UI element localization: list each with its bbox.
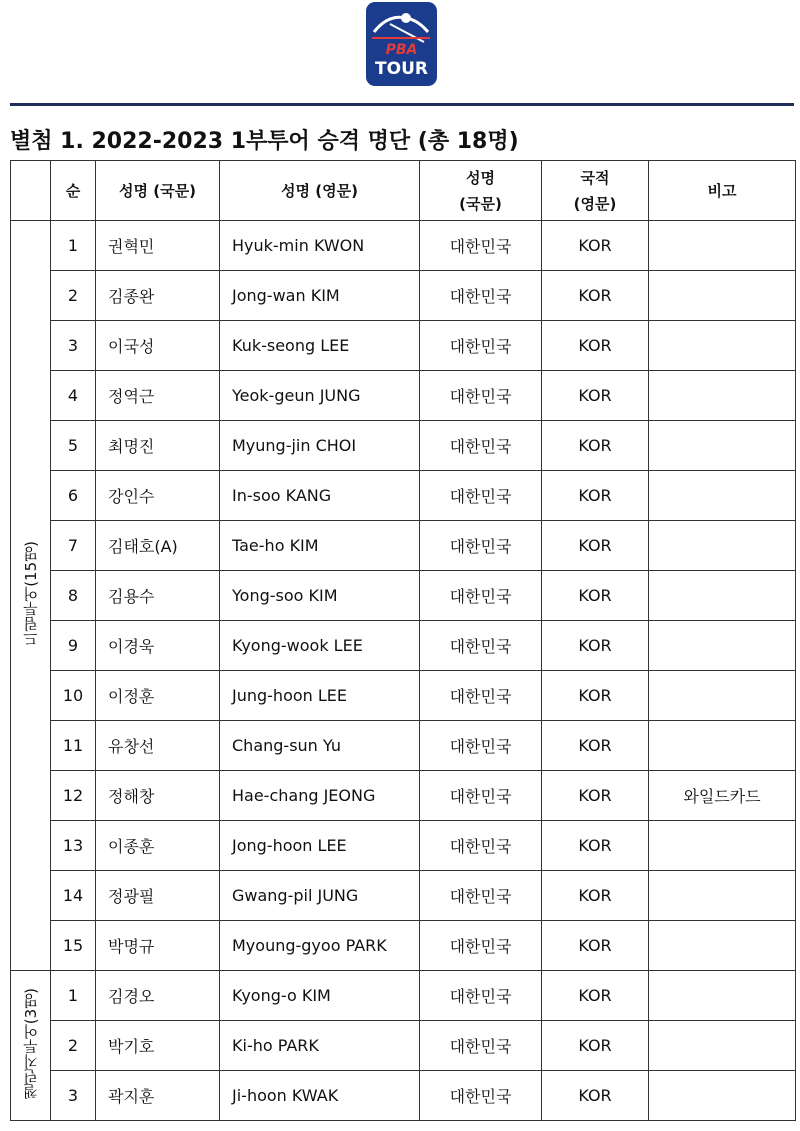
header-nationality-en-line1: 국적 [580,168,610,187]
row-english-name: Chang-sun Yu [220,721,420,771]
table-row [11,271,796,321]
table-row [11,471,796,521]
row-nationality-en: KOR [542,421,649,471]
group-label-cell [11,971,51,1121]
row-no: 7 [51,521,96,571]
row-remarks [649,971,796,1021]
row-no: 4 [51,371,96,421]
row-no: 14 [51,871,96,921]
row-nationality-kr: 대한민국 [420,921,542,971]
header-no: 순 [51,161,96,221]
logo-line1: PBA [385,42,418,58]
row-nationality-en: KOR [542,221,649,271]
row-no: 1 [51,971,96,1021]
row-nationality-kr: 대한민국 [420,221,542,271]
table-row [11,871,796,921]
row-english-name: Gwang-pil JUNG [220,871,420,921]
row-korean-name: 정역근 [96,371,220,421]
row-korean-name: 김태호(A) [96,521,220,571]
table-row [11,971,796,1021]
row-english-name: Kyong-o KIM [220,971,420,1021]
row-no: 13 [51,821,96,871]
row-nationality-kr: 대한민국 [420,471,542,521]
row-nationality-en: KOR [542,571,649,621]
table-row [11,571,796,621]
row-nationality-kr: 대한민국 [420,621,542,671]
row-english-name: Hyuk-min KWON [220,221,420,271]
group-label: 챌린지투어(3명) [22,987,40,1100]
row-korean-name: 정해창 [96,771,220,821]
row-remarks [649,471,796,521]
row-nationality-en: KOR [542,1021,649,1071]
row-nationality-kr: 대한민국 [420,371,542,421]
row-nationality-en: KOR [542,721,649,771]
row-no: 15 [51,921,96,971]
row-english-name: Jung-hoon LEE [220,671,420,721]
row-nationality-en: KOR [542,821,649,871]
header-remarks: 비고 [649,161,796,221]
row-nationality-kr: 대한민국 [420,971,542,1021]
row-english-name: Kuk-seong LEE [220,321,420,371]
row-korean-name: 이국성 [96,321,220,371]
header-row [11,161,796,221]
row-nationality-en: KOR [542,621,649,671]
row-english-name: Tae-ho KIM [220,521,420,571]
row-remarks [649,421,796,471]
row-korean-name: 이종훈 [96,821,220,871]
table-row [11,1071,796,1121]
row-korean-name: 박명규 [96,921,220,971]
table-row [11,421,796,471]
row-korean-name: 곽지훈 [96,1071,220,1121]
row-english-name: Ki-ho PARK [220,1021,420,1071]
row-no: 10 [51,671,96,721]
row-remarks [649,221,796,271]
table-row [11,321,796,371]
row-no: 3 [51,321,96,371]
row-nationality-en: KOR [542,471,649,521]
row-nationality-en: KOR [542,321,649,371]
row-nationality-en: KOR [542,971,649,1021]
row-remarks [649,271,796,321]
row-nationality-en: KOR [542,671,649,721]
row-remarks [649,1071,796,1121]
row-nationality-en: KOR [542,521,649,571]
table-row [11,371,796,421]
row-nationality-kr: 대한민국 [420,521,542,571]
row-english-name: Jong-hoon LEE [220,821,420,871]
row-remarks: 와일드카드 [649,771,796,821]
row-korean-name: 김경오 [96,971,220,1021]
pba-tour-logo [366,2,437,86]
row-english-name: Yong-soo KIM [220,571,420,621]
row-remarks [649,621,796,671]
row-no: 6 [51,471,96,521]
header-nationality-kr-line2: (국문) [459,194,502,213]
logo-line2: TOUR [375,59,428,79]
table-row [11,671,796,721]
row-remarks [649,521,796,571]
row-english-name: Jong-wan KIM [220,271,420,321]
table-row [11,721,796,771]
row-remarks [649,921,796,971]
row-remarks [649,671,796,721]
table-row [11,221,796,271]
row-korean-name: 최명진 [96,421,220,471]
row-nationality-kr: 대한민국 [420,771,542,821]
row-nationality-en: KOR [542,1071,649,1121]
row-remarks [649,371,796,421]
table-row [11,821,796,871]
header-rule [10,103,794,106]
row-remarks [649,571,796,621]
page-title: 별첨 1. 2022-2023 1부투어 승격 명단 (총 18명) [10,129,519,154]
promotion-table [10,160,796,1121]
row-korean-name: 강인수 [96,471,220,521]
row-remarks [649,821,796,871]
table-row [11,621,796,671]
row-english-name: Myung-jin CHOI [220,421,420,471]
row-no: 5 [51,421,96,471]
row-no: 11 [51,721,96,771]
header-nationality-en-line2: (영문) [573,194,617,213]
table-row [11,771,796,821]
row-nationality-kr: 대한민국 [420,271,542,321]
row-english-name: Ji-hoon KWAK [220,1071,420,1121]
table-row [11,1021,796,1071]
row-no: 12 [51,771,96,821]
row-nationality-kr: 대한민국 [420,821,542,871]
row-english-name: In-soo KANG [220,471,420,521]
header-korean-name: 성명 (국문) [96,161,220,221]
row-nationality-kr: 대한민국 [420,871,542,921]
group-label: 드림투어(15명) [22,540,40,647]
row-korean-name: 권혁민 [96,221,220,271]
row-remarks [649,1021,796,1071]
row-nationality-en: KOR [542,771,649,821]
row-korean-name: 김용수 [96,571,220,621]
row-korean-name: 이경욱 [96,621,220,671]
table-row [11,921,796,971]
row-nationality-kr: 대한민국 [420,571,542,621]
row-nationality-en: KOR [542,921,649,971]
row-no: 1 [51,221,96,271]
header-english-name: 성명 (영문) [220,161,420,221]
row-korean-name: 김종완 [96,271,220,321]
row-korean-name: 박기호 [96,1021,220,1071]
row-nationality-en: KOR [542,871,649,921]
row-nationality-kr: 대한민국 [420,1021,542,1071]
row-no: 2 [51,1021,96,1071]
row-remarks [649,721,796,771]
row-nationality-kr: 대한민국 [420,321,542,371]
header-group [11,161,51,221]
group-label-cell [11,221,51,971]
row-english-name: Myoung-gyoo PARK [220,921,420,971]
header-nationality-kr-line1: 성명 [466,168,495,187]
row-english-name: Hae-chang JEONG [220,771,420,821]
row-korean-name: 유창선 [96,721,220,771]
row-no: 2 [51,271,96,321]
table-row [11,521,796,571]
row-nationality-kr: 대한민국 [420,721,542,771]
row-remarks [649,871,796,921]
row-no: 3 [51,1071,96,1121]
row-english-name: Kyong-wook LEE [220,621,420,671]
row-no: 8 [51,571,96,621]
row-english-name: Yeok-geun JUNG [220,371,420,421]
row-nationality-en: KOR [542,371,649,421]
header-nationality-en [542,161,649,221]
row-nationality-kr: 대한민국 [420,671,542,721]
row-remarks [649,321,796,371]
row-korean-name: 정광필 [96,871,220,921]
row-nationality-kr: 대한민국 [420,421,542,471]
header-nationality-kr [420,161,542,221]
row-nationality-en: KOR [542,271,649,321]
row-korean-name: 이정훈 [96,671,220,721]
row-nationality-kr: 대한민국 [420,1071,542,1121]
row-no: 9 [51,621,96,671]
